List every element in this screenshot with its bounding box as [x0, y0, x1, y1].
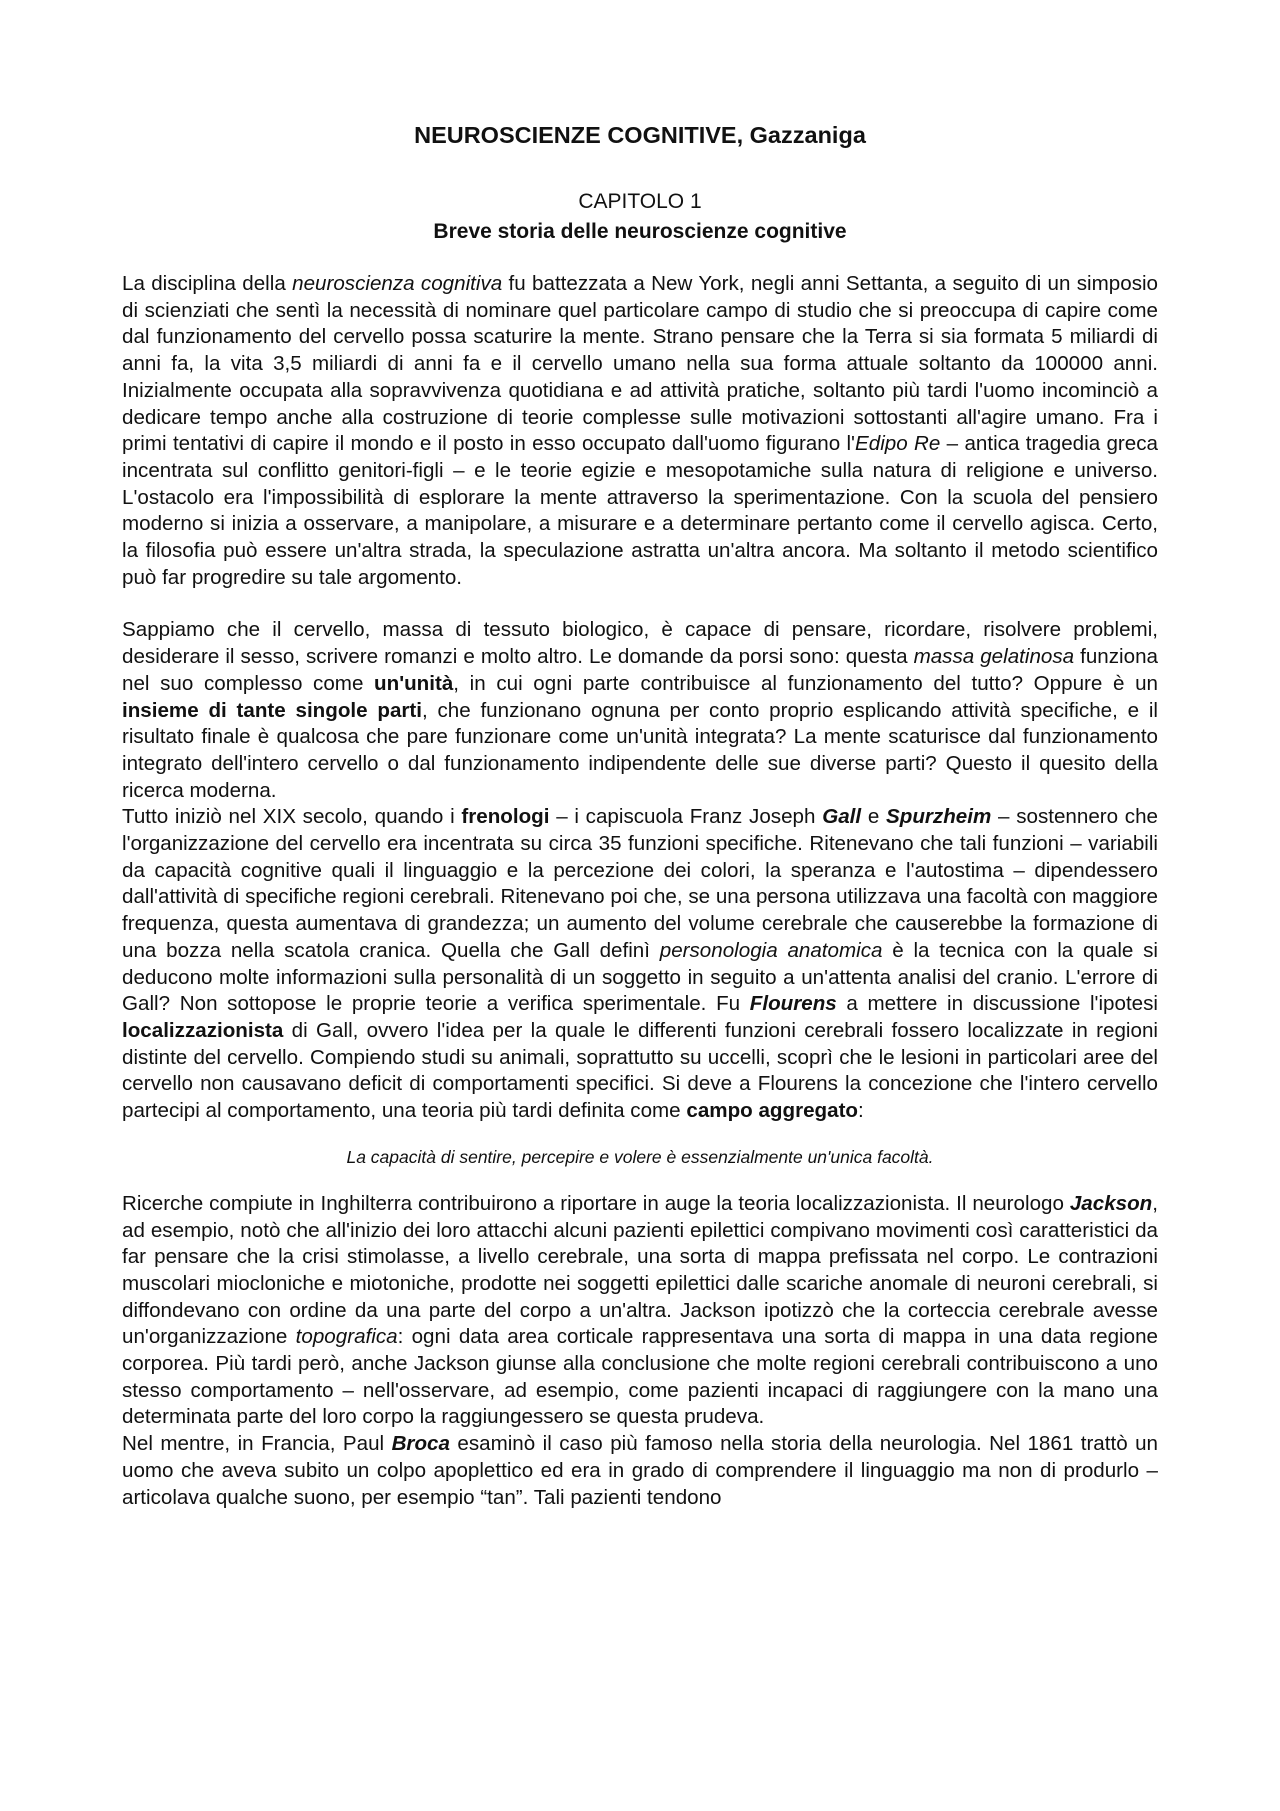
document-title: NEUROSCIENZE COGNITIVE, Gazzaniga	[414, 122, 866, 148]
paragraph-broca: Nel mentre, in Francia, Paul Broca esaminò il caso più famoso nella storia della neurologia. Nel 1861 trattò un uomo che aveva subito un colpo apoplettico ed era in grado di comprendere il linguaggio ma non di produrlo – articolava qualche suono, per esempio “tan”. Tali pazienti tendono	[122, 1432, 1158, 1509]
emphasis-term: neuroscienza cognitiva	[292, 272, 503, 295]
body-text	[122, 271, 1158, 1511]
emphasis-term: personologia anatomica	[659, 938, 883, 962]
person-name: Broca	[391, 1432, 450, 1456]
key-term: un'unità	[374, 671, 454, 695]
person-name: Jackson	[1069, 1191, 1153, 1215]
chapter-heading	[122, 187, 1158, 247]
paragraph-jackson: Ricerche compiute in Inghilterra contribuirono a riportare in auge la teoria localizzazionista. Il neurologo Jackson, ad esempio, notò che all'inizio dei loro attacchi alcuni pazienti epilettici compivano movimenti così caratteristici da far pensare che la crisi stimolasse, a livello cerebrale, una sorta di mappa prefissata nel corpo. Le contrazioni muscolari miocloniche e miotoniche, prodotte nei soggetti epilettici dalle scariche anomale di neuroni cerebrali, si diffondevano con ordine da una parte del corpo a un'altra. Jackson ipotizzò che la corteccia cerebrale avesse un'organizzazione topografica: ogni data area corticale rappresentava una sorta di mappa in una data regione corporea. Più tardi però, anche Jackson giunse alla conclusione che molte regioni cerebrali contribuiscono a uno stesso comportamento – nell'osservare, ad esempio, come pazienti incapaci di raggiungere con la mano una determinata parte del loro corpo la raggiungessero se questa prudeva.	[122, 1191, 1158, 1429]
person-name: Spurzheim	[886, 805, 992, 829]
key-term: localizzazionista	[122, 1018, 284, 1042]
emphasis-term: topografica	[295, 1325, 398, 1349]
key-term: insieme di tante singole parti	[122, 698, 422, 722]
person-name: Flourens	[749, 992, 837, 1016]
chapter-number: CAPITOLO 1	[578, 190, 702, 213]
paragraph-phrenology: Tutto iniziò nel XIX secolo, quando i frenologi – i capiscuola Franz Joseph Gall e Spurzheim – sostennero che l'organizzazione del cervello era incentrata su circa 35 funzioni specifiche. Ritenevano che tali funzioni – variabili da capacità cognitive quali il linguaggio e la percezione dei colori, la speranza e l'autostima – dipendessero dall'attività di specifiche regioni cerebrali. Ritenevano poi che, se una persona utilizzava una facoltà con maggiore frequenza, questa aumentava di grandezza; un aumento del volume cerebrale che causerebbe la formazione di una bozza nella scatola cranica. Quella che Gall definì personologia anatomica è la tecnica con la quale si deducono molte informazioni sulla personalità di un soggetto in seguito a un'attenta analisi del cranio. L'errore di Gall? Non sottopose le proprie teorie a verifica sperimentale. Fu Flourens a mettere in discussione l'ipotesi localizzazionista di Gall, ovvero l'idea per la quale le differenti funzioni cerebrali fossero localizzate in regioni distinte del cervello. Compiendo studi su animali, soprattutto su uccelli, scoprì che le lesioni in particolari aree del cervello non causavano deficit di comportamenti specifici. Si deve a Flourens la concezione che l'intero cervello partecipi al comportamento, una teoria più tardi definita come campo aggregato:	[122, 805, 1159, 1123]
paragraph-intro: La disciplina della neuroscienza cognitiva fu battezzata a New York, negli anni Settanta, a seguito di un simposio di scienziati che sentì la necessità di nominare quel particolare campo di studio che si preoccupa di capire come dal funzionamento del cervello possa scaturire la mente. Strano pensare che la Terra si sia formata 5 miliardi di anni fa, la vita 3,5 miliardi di anni fa e il cervello umano nella sua forma attuale soltanto da 100000 anni. Inizialmente occupata alla sopravvivenza quotidiana e ad attività pratiche, soltanto più tardi l'uomo incominciò a dedicare tempo anche alla costruzione di teorie complesse sulle motivazioni sottostanti all'agire umano. Fra i primi tentativi di capire il mondo e il posto in esso occupato dall'uomo figurano l'Edipo Re – antica tragedia greca incentrata sul conflitto genitori-figli – e le teorie egizie e mesopotamiche sulla natura di religione e universo. L'ostacolo era l'impossibilità di esplorare la mente attraverso la sperimentazione. Con la scuola del pensiero moderno si inizia a osservare, a manipolare, a misurare e a determinare pertanto come il cervello agisca. Certo, la filosofia può essere un'altra strada, la speculazione astratta un'altra ancora. Ma soltanto il metodo scientifico può far progredire su tale argomento.	[122, 272, 1159, 589]
emphasis-term: massa gelatinosa	[913, 645, 1075, 669]
person-name: Gall	[822, 805, 862, 829]
emphasis-term: Edipo Re	[855, 432, 941, 456]
paragraph-brain-questions: Sappiamo che il cervello, massa di tessuto biologico, è capace di pensare, ricordare, risolvere problemi, desiderare il sesso, scrivere romanzi e molto altro. Le domande da porsi sono: questa massa gelatinosa funziona nel suo complesso come un'unità, in cui ogni parte contribuisce al funzionamento del tutto? Oppure è un insieme di tante singole parti, che funzionano ognuna per conto proprio esplicando attività specifiche, e il risultato finale è qualcosa che pare funzionare come un'unità integrata? La mente scaturisce dal funzionamento integrato dell'intero cervello o dal funzionamento indipendente delle sue diverse parti? Questo il quesito della ricerca moderna.	[122, 618, 1158, 802]
block-quote: La capacità di sentire, percepire e volere è essenzialmente un'unica facoltà.	[346, 1146, 934, 1167]
key-term: frenologi	[461, 805, 550, 829]
chapter-title: Breve storia delle neuroscienze cognitive	[433, 220, 847, 243]
key-term: campo aggregato	[686, 1099, 859, 1123]
